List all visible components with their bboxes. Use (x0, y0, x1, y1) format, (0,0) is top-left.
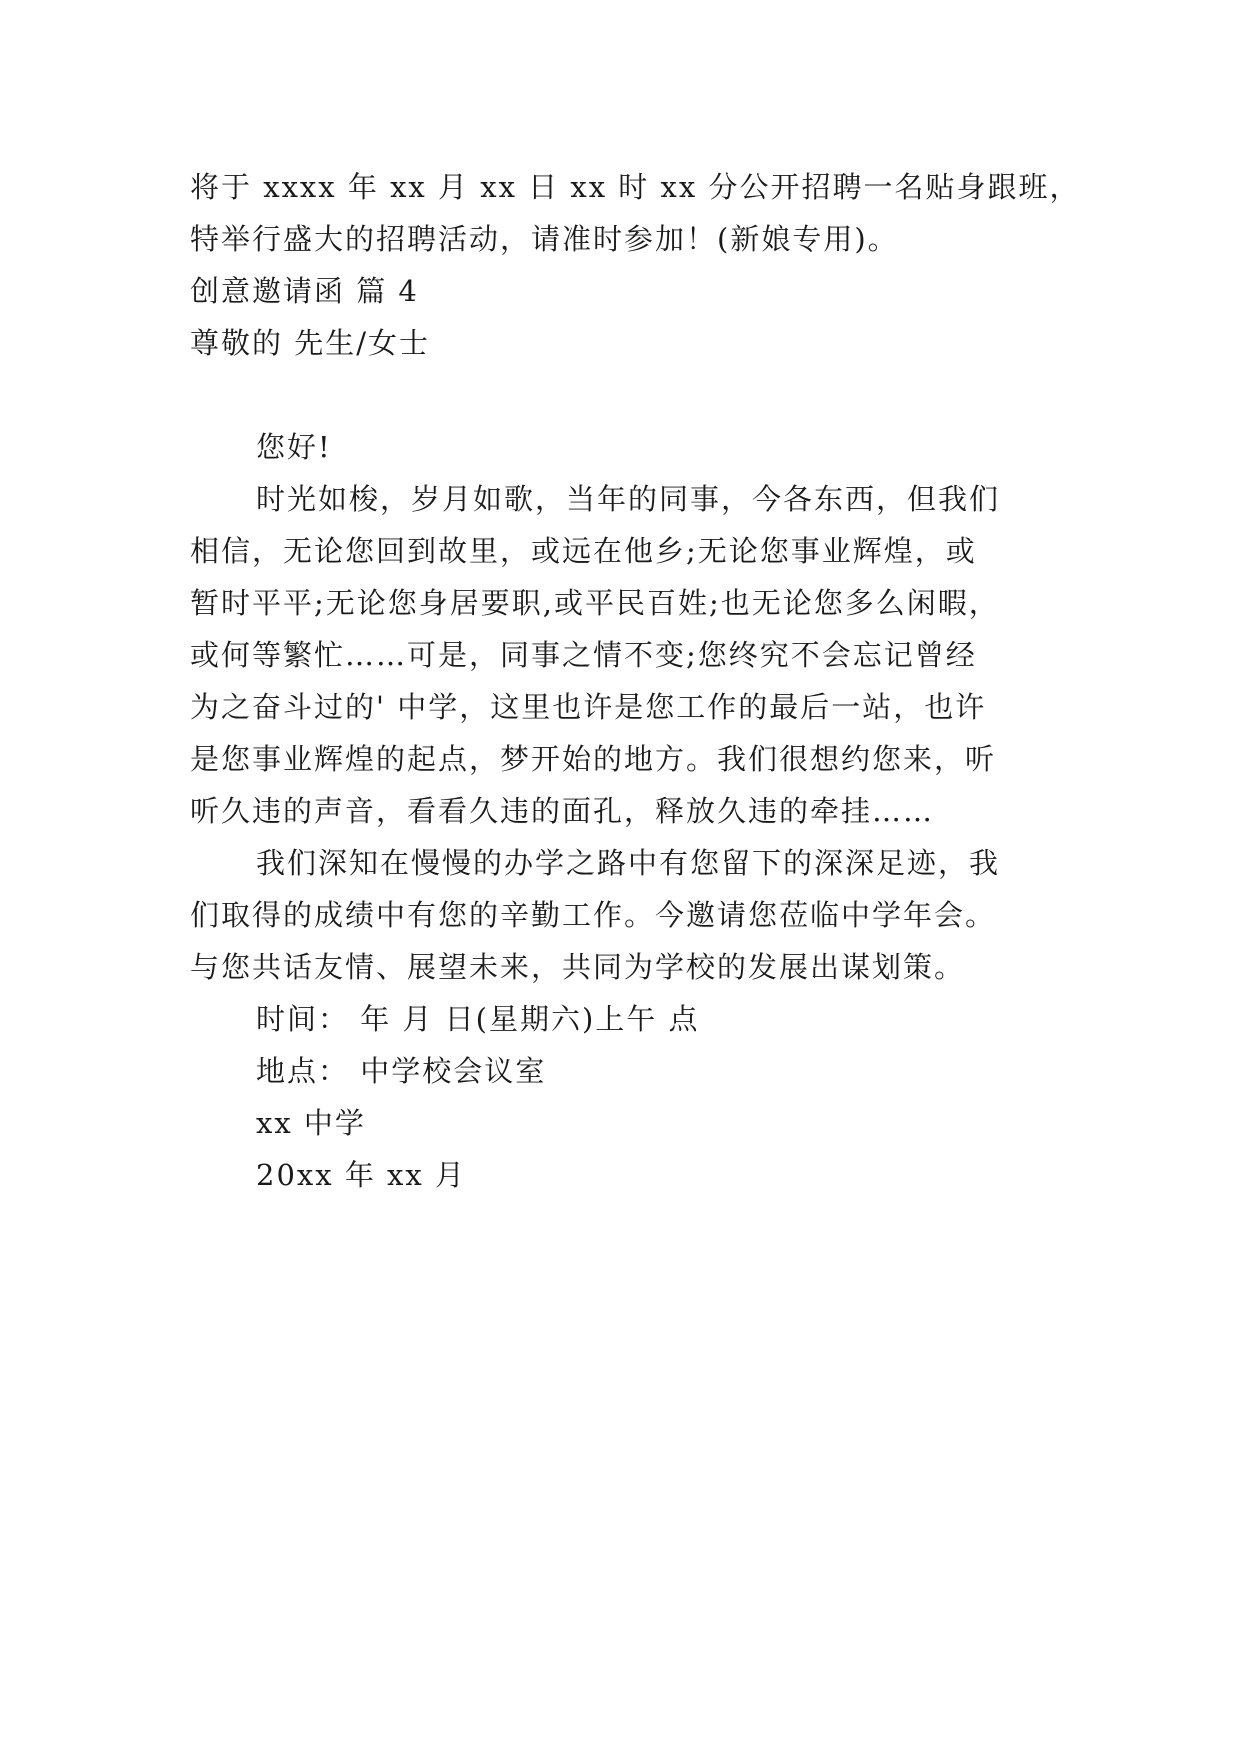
paragraph1-line-4: 或何等繁忙……可是，同事之情不变;您终究不会忘记曾经 (190, 638, 977, 672)
paragraph2-line-1: 我们深知在慢慢的办学之路中有您留下的深深足迹，我 (256, 846, 1001, 880)
place-line: 地点： 中学校会议室 (256, 1054, 547, 1088)
paragraph1-line-1: 时光如梭，岁月如歌，当年的同事，今各东西，但我们 (256, 482, 1001, 516)
section-title: 创意邀请函 篇 4 (190, 274, 419, 308)
signature: xx 中学 (256, 1106, 366, 1140)
paragraph1-line-5: 为之奋斗过的' 中学，这里也许是您工作的最后一站，也许 (190, 690, 987, 724)
intro-line-1: 将于 xxxx 年 xx 月 xx 日 xx 时 xx 分公开招聘一名贴身跟班， (190, 170, 1081, 204)
intro-line-2: 特举行盛大的招聘活动，请准时参加！(新娘专用)。 (190, 222, 899, 256)
paragraph1-line-3: 暂时平平;无论您身居要职,或平民百姓;也无论您多么闲暇， (190, 586, 1000, 620)
paragraph1-line-2: 相信，无论您回到故里，或远在他乡;无论您事业辉煌，或 (190, 534, 977, 568)
paragraph2-line-2: 们取得的成绩中有您的辛勤工作。今邀请您莅临中学年会。 (190, 898, 997, 932)
paragraph2-line-3: 与您共话友情、展望未来，共同为学校的发展出谋划策。 (190, 950, 966, 984)
paragraph1-line-6: 是您事业辉煌的起点，梦开始的地方。我们很想约您来，听 (190, 742, 997, 776)
salutation: 尊敬的 先生/女士 (190, 326, 430, 360)
greeting: 您好! (256, 430, 332, 464)
paragraph1-line-7: 听久违的声音，看看久违的面孔，释放久违的牵挂…… (190, 794, 935, 828)
time-line: 时间： 年 月 日(星期六)上午 点 (256, 1002, 700, 1036)
date-line: 20xx 年 xx 月 (256, 1158, 466, 1192)
